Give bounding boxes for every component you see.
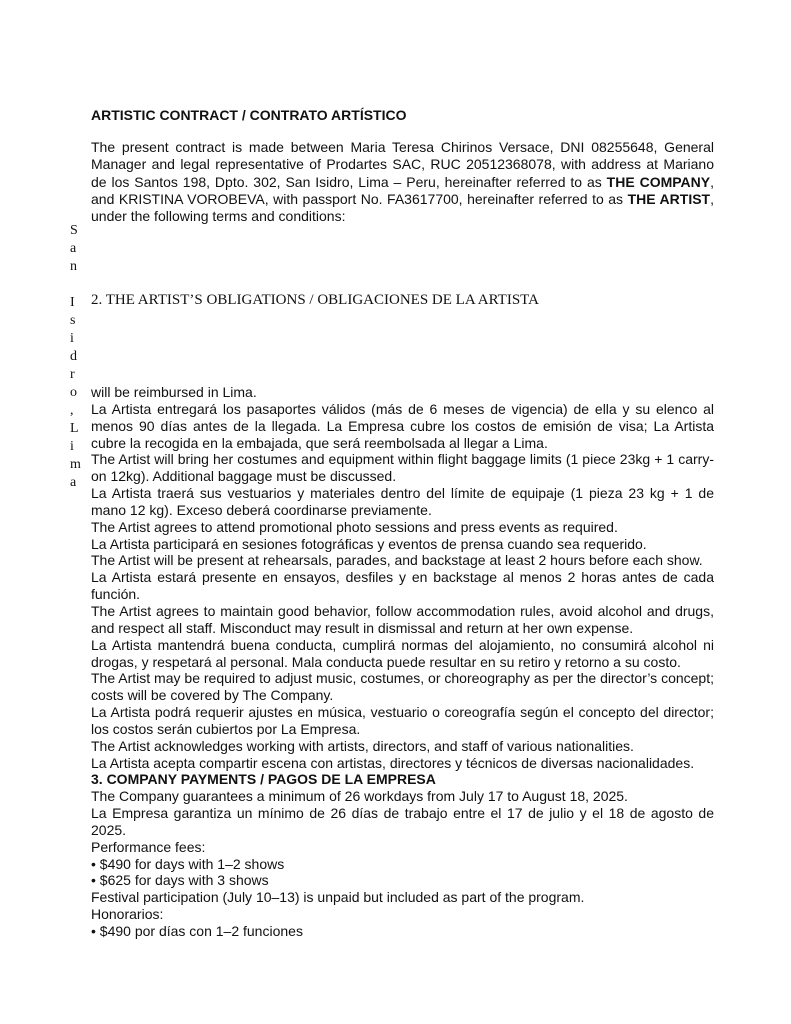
intro-text: The present contract is made between Maria Teresa Chirinos Versace, DNI 08255648, General Manager and legal representative of Prodartes SAC, RUC 20512368078, with address at Mariano de los Santos 198, Dpto. 302, San Isidro, Lima – Peru, hereinafter referred to as <box>91 139 714 190</box>
clause: La Empresa garantiza un mínimo de 26 días de trabajo entre el 17 de julio y el 18 de agosto de 2025. <box>91 805 714 838</box>
clause: The Artist acknowledges working with artists, directors, and staff of various nationalities. <box>91 737 634 754</box>
letter: S <box>70 223 78 238</box>
clause: La Artista participará en sesiones fotográficas y eventos de prensa cuando sea requerido. <box>91 535 647 552</box>
intro-text: , under the following terms and conditions: <box>91 190 715 225</box>
letter: , <box>70 403 74 418</box>
clause: will be reimbursed in Lima. <box>91 384 257 400</box>
clause: La Artista acepta compartir escena con artistas, directores y técnicos de diversas nacionalidades. <box>91 754 695 771</box>
contract-intro <box>91 139 714 225</box>
clause: La Artista podrá requerir ajustes en música, vestuario o coreografía según el concepto del director; los costos serán cubiertos por La Empresa. <box>91 704 714 737</box>
clause: Festival participation (July 10–13) is unpaid but included as part of the program. <box>91 889 585 906</box>
letter: d <box>70 349 77 364</box>
letter: a <box>70 475 77 490</box>
letter <box>70 276 84 294</box>
letter: a <box>70 241 77 256</box>
section-2-heading: 2. THE ARTIST’S OBLIGATIONS / OBLIGACIONES DE LA ARTISTA <box>91 292 539 308</box>
clause: La Artista traerá sus vestuarios y materiales dentro del límite de equipaje (1 pieza 23 kg + 1 de mano 12 kg). Exceso deberá coordinarse previamente. <box>91 485 714 518</box>
clause: Honorarios: <box>91 906 164 923</box>
clause: The Artist will bring her costumes and equipment within flight baggage limits (1 piece 23kg + 1 carry-on 12kg). Additional baggage must be discussed. <box>91 451 714 485</box>
letter: n <box>70 259 77 274</box>
clause: La Artista estará presente en ensayos, desfiles y en backstage al menos 2 horas antes de cada función. <box>91 569 714 603</box>
clause: Performance fees: <box>91 838 206 855</box>
letter: m <box>70 457 81 472</box>
company-term: THE COMPANY <box>606 173 711 190</box>
intro-text: , and KRISTINA VOROBEVA, with passport No. FA3617700, hereinafter referred to as <box>91 173 714 207</box>
artist-term: THE ARTIST <box>627 190 711 207</box>
clause: La Artista mantendrá buena conducta, cumplirá normas del alojamiento, no consumirá alcohol ni drogas, y respetará al personal. Mala conducta puede resultar en su retiro y retorno a su costo. <box>91 636 714 670</box>
vertical-address-text <box>70 222 84 492</box>
clause: The Artist may be required to adjust music, costumes, or choreography as per the director’s concept; costs will be covered by The Company. <box>91 670 714 704</box>
section-3-heading: 3. COMPANY PAYMENTS / PAGOS DE LA EMPRESA <box>91 771 436 788</box>
letter: L <box>70 421 79 436</box>
letter: i <box>70 331 74 346</box>
letter: i <box>70 439 74 454</box>
letter: s <box>70 313 76 328</box>
clause: The Company guarantees a minimum of 26 workdays from July 17 to August 18, 2025. <box>91 788 628 805</box>
clause: The Artist agrees to attend promotional photo sessions and press events as required. <box>91 518 618 535</box>
contract-body <box>91 384 714 940</box>
clause: The Artist will be present at rehearsals, parades, and backstage at least 2 hours before each show. <box>91 552 703 569</box>
letter: o <box>70 385 77 400</box>
contract-title: ARTISTIC CONTRACT / CONTRATO ARTÍSTICO <box>91 107 407 123</box>
letter: r <box>70 367 75 382</box>
fee-item: • $490 for days with 1–2 shows <box>91 855 285 872</box>
clause: The Artist agrees to maintain good behavior, follow accommodation rules, avoid alcohol and drugs, and respect all staff. Misconduct may result in dismissal and return at her own expense. <box>91 602 714 636</box>
letter: I <box>70 295 75 310</box>
clause: La Artista entregará los pasaportes válidos (más de 6 meses de vigencia) de ella y su elenco al menos 90 días antes de la llegada. La Empresa cubre los costos de emisión de visa; La Artista cubre la recogida en la embajada, que será reembolsada al llegar a Lima. <box>91 400 714 451</box>
fee-item: • $490 por días con 1–2 funciones <box>91 923 303 939</box>
fee-item: • $625 for days with 3 shows <box>91 872 269 889</box>
